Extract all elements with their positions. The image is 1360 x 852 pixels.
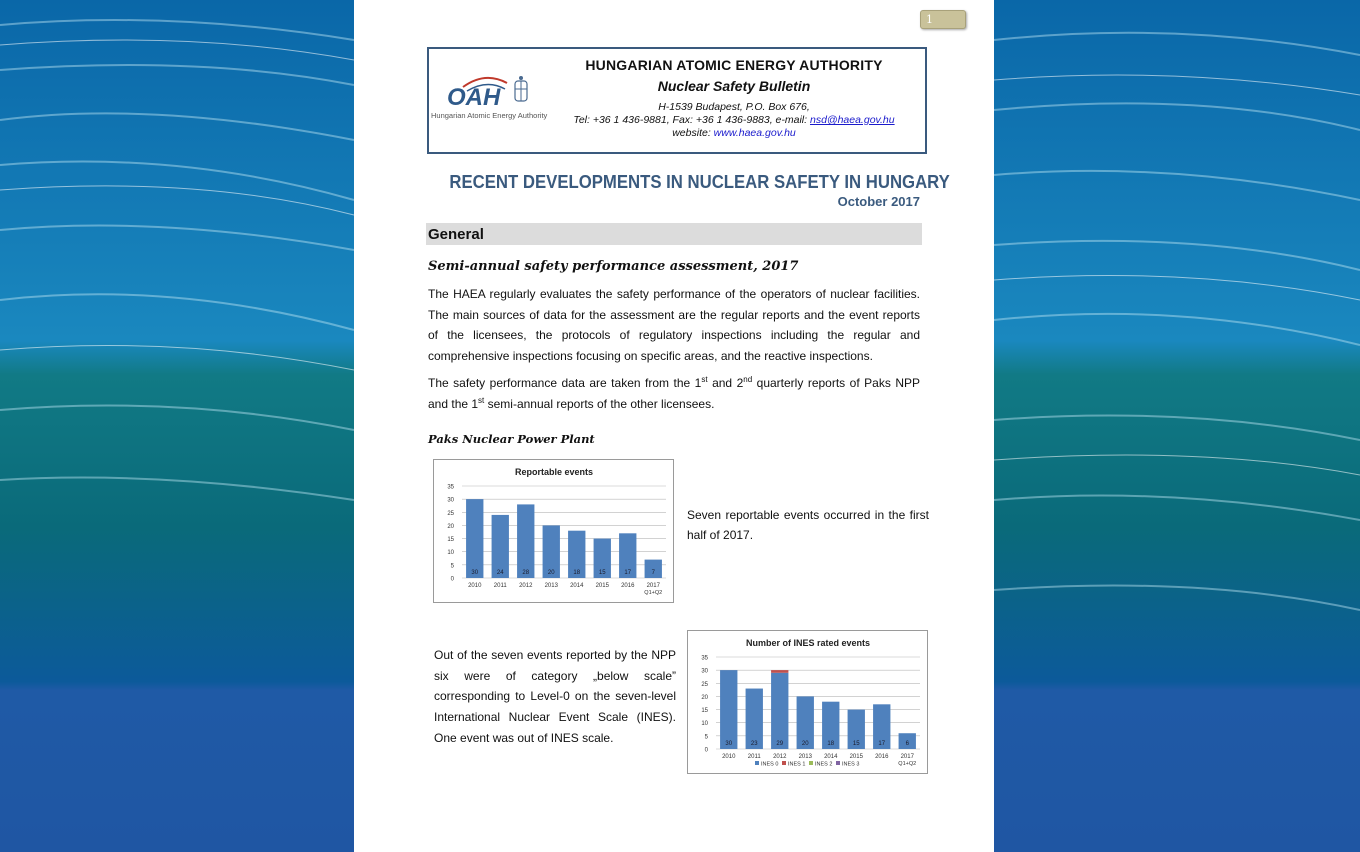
chart1-data-label: 18 [573,570,581,576]
chart2-xtick-sublabel: Q1+Q2 [898,761,917,767]
chart1-xtick-label: 2012 [519,583,533,589]
bulletin-name: Nuclear Safety Bulletin [657,78,811,94]
paragraph-2-text: semi-annual reports of the other licensees. [484,396,715,411]
chart2-bar [771,670,788,673]
chart2-ytick-label: 35 [701,655,708,662]
chart2-title: Number of INES rated events [745,638,871,648]
chart2-legend-label: INES 2 [815,761,833,768]
website-link[interactable]: www.haea.gov.hu [713,127,796,139]
chart2-legend-label: INES 1 [788,761,806,768]
paragraph-2-text: quarterly reports of Paks NPP and the 1 [428,376,920,411]
chart2-ytick-label: 25 [701,681,708,688]
contact-prefix: Tel: +36 1 436-9881, Fax: +36 1 436-9883, e-mail: [573,114,810,126]
paks-heading: Paks Nuclear Power Plant [428,432,595,446]
chart1-ytick-label: 30 [447,497,454,504]
logo-caption: Hungarian Atomic Energy Authority [431,111,548,120]
chart1-data-label: 28 [522,570,530,576]
chart1-data-label: 17 [624,570,632,576]
chart1-description: Seven reportable events occurred in the first half of 2017. [687,508,929,542]
chart1-xtick-label: 2017 [646,583,660,589]
chart2-data-label: 30 [725,741,733,747]
ines-rated-events-chart [687,630,928,774]
chart2-ytick-label: 0 [704,747,708,754]
chart2-xtick-label: 2016 [875,754,889,760]
chart1-xtick-label: 2011 [493,583,507,589]
chart1-ytick-label: 35 [447,484,454,491]
chart2-ytick-label: 30 [701,668,708,675]
paragraph-2-text: The safety performance data are taken from the 1 [428,376,702,390]
chart1-xtick-label: 2010 [468,583,482,589]
reportable-events-chart-svg [434,460,673,602]
document-date: October 2017 [837,194,920,209]
chart2-data-label: 6 [905,741,909,747]
chart1-data-label: 24 [496,570,504,576]
chart1-data-label: 20 [547,570,555,576]
chart2-ytick-label: 15 [701,708,708,715]
chart1-xtick-label: 2015 [595,583,609,589]
superscript: st [701,375,708,384]
contact-line [529,114,939,126]
page-number-badge: 1 [920,10,966,29]
chart2-bar [720,670,737,749]
chart2-legend-swatch [755,761,759,765]
chart1-bar [466,499,483,578]
chart2-xtick-label: 2011 [747,754,761,760]
paragraph-2 [428,373,920,414]
chart2-legend-swatch [809,761,813,765]
chart2-xtick-label: 2017 [900,754,914,760]
chart1-ytick-label: 5 [450,563,454,570]
chart2-data-label: 17 [878,741,886,747]
postal-address: H-1539 Budapest, P.O. Box 676, [658,101,810,113]
organization-name: HUNGARIAN ATOMIC ENERGY AUTHORITY [585,57,883,73]
chart2-legend-swatch [782,761,786,765]
svg-text:OAH: OAH [447,84,501,111]
section-title: General [428,226,484,243]
chart1-data-label: 15 [598,570,606,576]
chart2-legend-swatch [836,761,840,765]
chart1-xtick-label: 2014 [570,583,584,589]
chart2-data-label: 29 [776,741,784,747]
chart2-data-label: 15 [852,741,860,747]
chart2-xtick-label: 2013 [798,754,812,760]
chart2-xtick-label: 2015 [849,754,863,760]
chart2-xtick-label: 2014 [824,754,838,760]
chart1-ytick-label: 10 [447,550,454,557]
chart2-description: Out of the seven events reported by the NPP six were of category „below scale” corresponding to Level-0 on the seven-level International Nuclear Event Scale (INES). One event was out of INES scale. [434,648,676,745]
chart1-title: Reportable events [514,467,594,477]
chart1-xtick-label: 2016 [621,583,635,589]
superscript: nd [743,375,753,384]
superscript: st [478,395,485,405]
chart2-legend-label: INES 0 [761,761,779,768]
chart2-data-label: 18 [827,741,835,747]
chart2-xtick-label: 2012 [773,754,787,760]
chart1-data-label: 30 [471,570,479,576]
chart2-bar [771,673,788,749]
subheading: Semi-annual safety performance assessment, 2017 [428,259,799,274]
ines-rated-events-chart-svg [688,631,927,773]
chart2-data-label: 23 [750,741,758,747]
chart2-ytick-label: 5 [704,734,708,741]
chart2-xtick-label: 2010 [722,754,736,760]
chart2-ytick-label: 20 [701,694,708,701]
chart1-xtick-label: 2013 [544,583,558,589]
chart1-data-label: 7 [651,570,655,576]
chart2-bar [746,689,763,749]
chart2-legend-label: INES 3 [842,761,860,768]
chart1-ytick-label: 20 [447,523,454,530]
section-bar [426,223,922,245]
website-line [529,127,939,139]
chart2-ytick-label: 10 [701,721,708,728]
chart1-bar [517,504,534,578]
reportable-events-chart [433,459,674,603]
chart1-ytick-label: 15 [447,537,454,544]
chart1-bar [492,515,509,578]
website-prefix: website: [672,127,714,139]
header-box [427,47,927,154]
chart1-ytick-label: 0 [450,576,454,583]
paragraph-1: The HAEA regularly evaluates the safety performance of the operators of nuclear facilities. The main sources of data for the assessment are the regular reports and the event reports of the licensees, the protocols of regulatory inspections including the regular and comprehensive inspections focusing on specific areas, and the reactive inspections. [428,287,920,364]
chart1-ytick-label: 25 [447,510,454,517]
chart1-xtick-sublabel: Q1+Q2 [644,590,663,596]
document-title: RECENT DEVELOPMENTS IN NUCLEAR SAFETY IN HUNGARY [449,172,950,192]
email-link[interactable]: nsd@haea.gov.hu [809,114,895,126]
chart2-data-label: 20 [801,741,809,747]
paragraph-2-text: and 2 [707,376,744,390]
document-page [354,0,994,852]
